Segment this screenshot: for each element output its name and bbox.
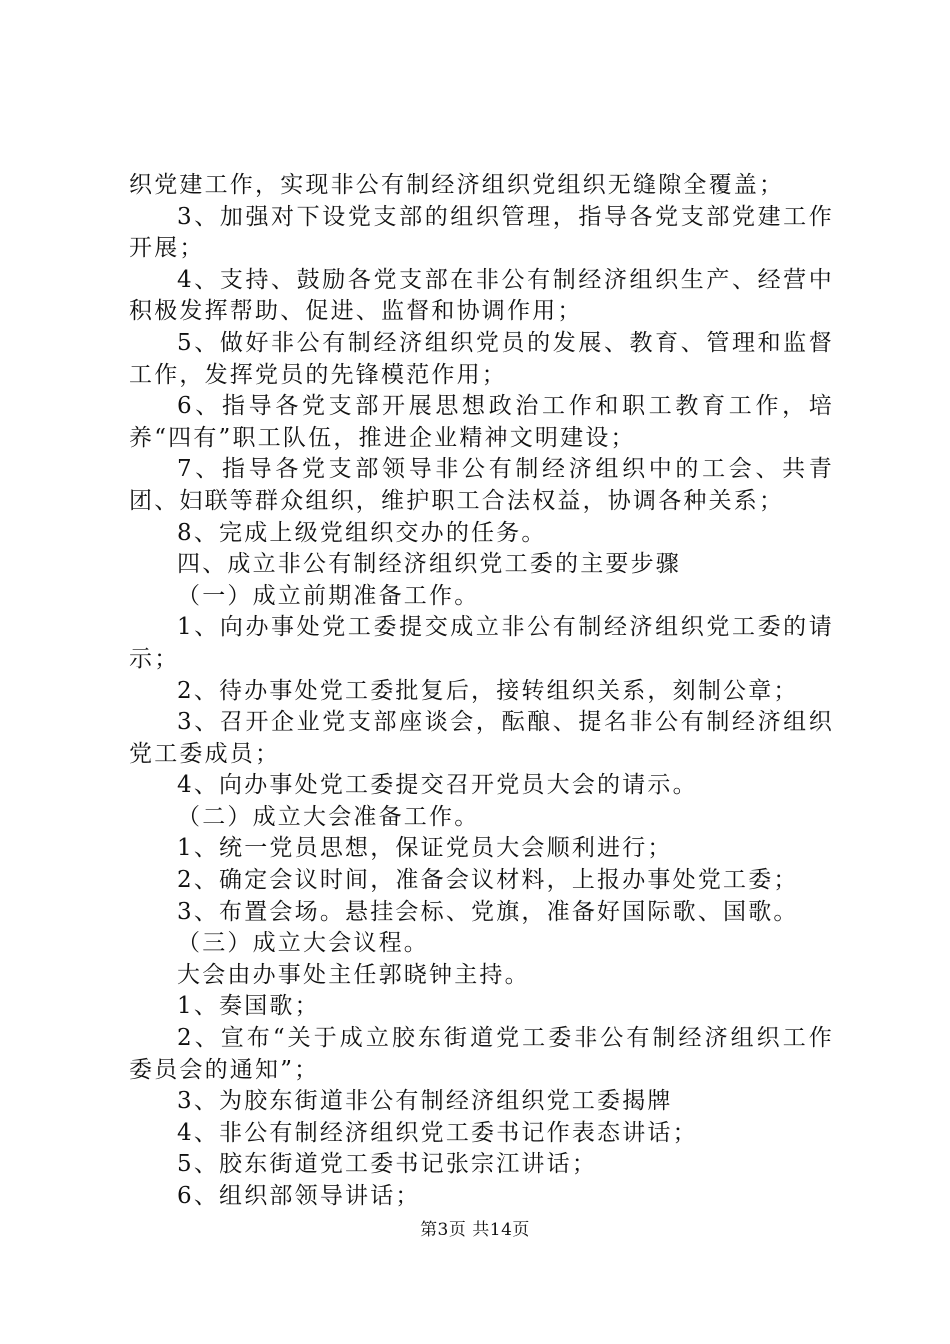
paragraph: 5、胶东街道党工委书记张宗江讲话； bbox=[177, 1151, 598, 1178]
paragraph: 3、为胶东街道非公有制经济组织党工委揭牌 bbox=[177, 1088, 673, 1115]
paragraph: 2、确定会议时间，准备会议材料，上报办事处党工委； bbox=[177, 867, 799, 894]
paragraph: 2、待办事处党工委批复后，接转组织关系，刻制公章； bbox=[177, 677, 799, 704]
subsection-heading: （二）成立大会准备工作。 bbox=[177, 803, 480, 830]
page-number: 第3页 共14页 bbox=[420, 1220, 530, 1240]
paragraph: 5、做好非公有制经济组织党员的发展、教育、管理和监督工作，发挥党员的先锋模范作用； bbox=[129, 329, 834, 388]
paragraph: 4、支持、鼓励各党支部在非公有制经济组织生产、经营中积极发挥帮助、促进、监督和协调作用； bbox=[129, 266, 834, 325]
paragraph: 4、非公有制经济组织党工委书记作表态讲话； bbox=[177, 1119, 698, 1146]
paragraph: 1、统一党员思想，保证党员大会顺利进行； bbox=[177, 835, 673, 862]
paragraph: 1、奏国歌； bbox=[177, 993, 320, 1020]
paragraph: 6、组织部领导讲话； bbox=[177, 1183, 421, 1209]
paragraph: 7、指导各党支部领导非公有制经济组织中的工会、共青团、妇联等群众组织，维护职工合法权益，协调各种关系； bbox=[129, 456, 834, 514]
paragraph: 3、加强对下设党支部的组织管理，指导各党支部党建工作开展； bbox=[129, 203, 834, 262]
paragraph: 4、向办事处党工委提交召开党员大会的请示。 bbox=[177, 772, 698, 799]
subsection-heading: （三）成立大会议程。 bbox=[177, 930, 429, 957]
subsection-heading: （一）成立前期准备工作。 bbox=[177, 582, 480, 609]
paragraph: 大会由办事处主任郭晓钟主持。 bbox=[177, 961, 530, 988]
paragraph: 3、召开企业党支部座谈会，酝酿、提名非公有制经济组织党工委成员； bbox=[129, 709, 834, 767]
paragraph: 1、向办事处党工委提交成立非公有制经济组织党工委的请示； bbox=[129, 614, 834, 672]
paragraph: 8、完成上级党组织交办的任务。 bbox=[177, 519, 547, 546]
paragraph: 织党建工作，实现非公有制经济组织党组织无缝隙全覆盖； bbox=[129, 172, 785, 198]
document-body bbox=[129, 170, 834, 1213]
paragraph: 2、宣布“关于成立胶东街道党工委非公有制经济组织工作委员会的通知”； bbox=[129, 1025, 834, 1083]
paragraph: 6、指导各党支部开展思想政治工作和职工教育工作，培养“四有”职工队伍，推进企业精神文明建设； bbox=[129, 393, 834, 451]
paragraph: 3、布置会场。悬挂会标、党旗，准备好国际歌、国歌。 bbox=[177, 898, 799, 925]
section-heading: 四、成立非公有制经济组织党工委的主要步骤 bbox=[177, 551, 681, 578]
